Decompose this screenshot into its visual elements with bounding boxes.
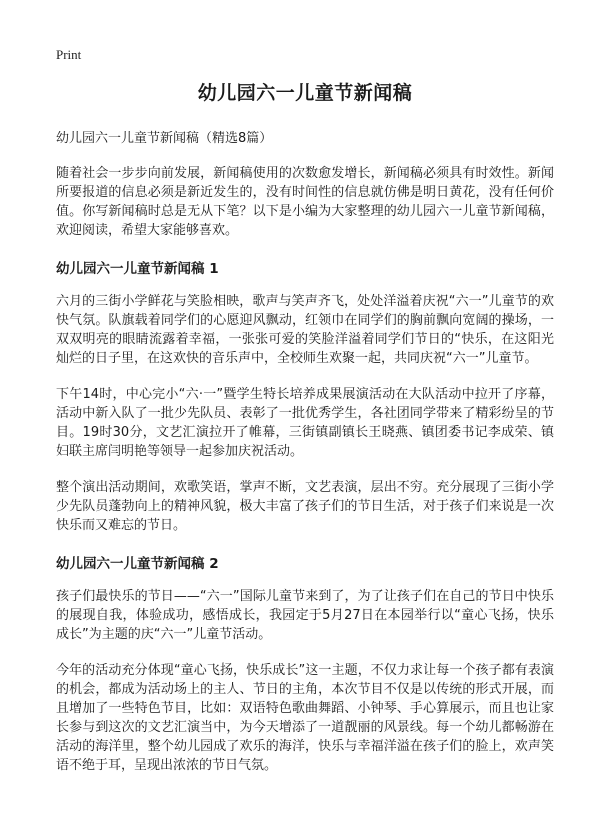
section-2-paragraph: 孩子们最快乐的节日——“六一”国际儿童节来到了，为了让孩子们在自己的节日中快乐的展现自我，体验成功，感悟成长，我园定于5月27日在本园举行以“童心飞扬，快乐成长”为主题的庆“六一”儿童节活动。: [56, 589, 554, 642]
print-link[interactable]: Print: [56, 47, 82, 62]
section-1-paragraph: 整个演出活动期间，欢歌笑语，掌声不断，文艺表演，层出不穷。充分展现了三街小学少先队员蓬勃向上的精神风貌，极大丰富了孩子们的节日生活，对于孩子们来说是一次快乐而又难忘的节日。: [56, 480, 554, 533]
section-heading-1: 幼儿园六一儿童节新闻稿 1: [56, 261, 219, 277]
section-2-paragraph: 今年的活动充分体现“童心飞扬，快乐成长”这一主题，不仅力求让每一个孩子都有表演的机会，都成为活动场上的主人、节日的主角，本次节目不仅是以传统的形式开展，而且增加了一些特色节目，比如：双语特色歌曲舞蹈、小钟琴、手心算展示，而且也让家长参与到这次的文艺汇演当中，为今天增添了一道靓丽的风景线。每一个幼儿都畅游在活动的海洋里，整个幼儿园成了欢乐的海洋，快乐与幸福洋溢在孩子们的脸上，欢声笑语不绝于耳，呈现出浓浓的节日气氛。: [56, 663, 554, 773]
page-title: 幼儿园六一儿童节新闻稿: [197, 82, 413, 104]
section-1-paragraph: 六月的三街小学鲜花与笑脸相映，歌声与笑声齐飞，处处洋溢着庆祝“六一”儿童节的欢快气氛。队旗载着同学们的心愿迎风飘动，红领巾在同学们的胸前飘向宽阔的操场，一双双明亮的眼睛流露着幸福，一张张可爱的笑脸洋溢着同学们节日的“快乐，在这阳光灿烂的日子里，在这欢快的音乐声中，全校师生欢聚一起，共同庆祝“六一”儿童节。: [56, 294, 554, 366]
intro-paragraph: 随着社会一步步向前发展，新闻稿使用的次数愈发增长，新闻稿必须具有时效性。新闻所要报道的信息必须是新近发生的，没有时间性的信息就仿佛是明日黄花，没有任何价值。你写新闻稿时总是无从下笔？以下是小编为大家整理的幼儿园六一儿童节新闻稿，欢迎阅读，希望大家能够喜欢。: [56, 166, 554, 238]
article: [56, 78, 554, 792]
article-subtitle: 幼儿园六一儿童节新闻稿（精选8篇）: [56, 131, 273, 146]
section-1-paragraph: 下午14时，中心完小“六·一”暨学生特长培养成果展演活动在大队活动中拉开了序幕，活动中新入队了一批少先队员、表彰了一批优秀学生，各社团同学带来了精彩纷呈的节目。19时30分，文艺汇演拉开了帷幕，三街镇副镇长王晓燕、镇团委书记李成荣、镇妇联主席闫明艳等领导一起参加庆祝活动。: [56, 387, 554, 459]
section-heading-2: 幼儿园六一儿童节新闻稿 2: [56, 556, 219, 572]
